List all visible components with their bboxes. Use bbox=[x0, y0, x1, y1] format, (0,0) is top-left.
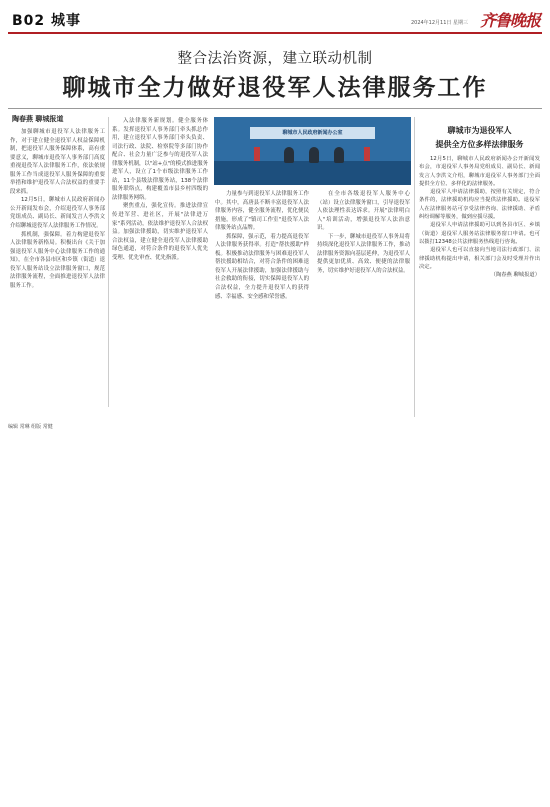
paragraph: 入法律服务新规划。健全服务体系。发挥退役军人事务部门牵头抓总作用，建立退役军人事务部门牵头负责、司法行政、法院、检察院等多部门协作配合、社会力量广泛参与的退役军人法律服务机制，以"站+点"的模式推进服务进军人，设立了1个市级法律服务工作站，11个县级法律服务站，138个法律服务联络点，构建覆盖市县乡村四级的法律服务网络。 bbox=[112, 118, 208, 201]
speaker-figure bbox=[334, 147, 344, 163]
speaker-figure bbox=[309, 147, 319, 163]
speaker-figure bbox=[284, 147, 294, 163]
article-column-3 bbox=[215, 190, 309, 422]
paragraph: 退役军人申请法律援助可以到各县市区、乡镇（街道）退役军人服务站法律服务窗口申请。也可以拨打12348公共法律服务热线进行咨询。 bbox=[419, 222, 540, 245]
header-rule bbox=[8, 32, 542, 34]
paragraph: 12月5日，聊城市人民政府新闻办公开新闻发布会，市退役军人事务局党组成员、副局长、新闻发言人李洪文介绍，聊城市退役军人事务部门全面提供全方位、多样化的法律服务。 bbox=[419, 156, 540, 187]
press-conference-photo bbox=[214, 117, 411, 185]
paragraph: 在全市各级退役军人服务中心（站）设立法律服务窗口，引导退役军人依法理性表达诉求。开展"法律明白人"培训活动，增强退役军人法治意识。 bbox=[317, 191, 410, 232]
page-header bbox=[8, 6, 542, 34]
issue-date: 2024年12月11日 星期三 bbox=[410, 20, 468, 26]
newspaper-logo: 齐鲁晚报 bbox=[479, 11, 540, 30]
editor-credits: 编辑 常琳 组版 常健 bbox=[8, 424, 53, 430]
paragraph: 聚焦重点，强化宣传。推进法律宣传进军营、进社区，开展"法律进万家"系列活动，依法维护退役军人合法权益。加强法律援助，切实维护退役军人合法权益，建立健全退役军人法律援助绿色通道，对符合条件的退役军人优先受理、优先审查、优先指派。 bbox=[112, 203, 208, 261]
article-subtitle: 整合法治资源，建立联动机制 bbox=[177, 51, 373, 67]
article-column-1 bbox=[10, 128, 105, 400]
paragraph: 力量参与到退役军人法律服务工作中。其中，高唐县不断丰富退役军人法律服务内容，健全服务流程，优化便民措施，形成了"镇司工作室"退役军人法律服务站点品牌。 bbox=[215, 191, 309, 232]
paragraph: 加强聊城市退役军人法律服务工作，对于建立健全退役军人权益保障机制，把退役军人服务保障体系，高有重要意义，聊城市退役军人事务部门高度重视退役军人法律服务工作，依法依规服务工作当成退役军人服务保障的重要举措和维护退役军人合法权益的重要手段来抓。 bbox=[10, 129, 105, 195]
paragraph: 退役军人申请法律援助，按照有关规定，符合条件的，法律援助机构应当提供法律援助。退役军人在法律服务站可享受法律咨询、法律援助、矛盾纠纷调解等服务，做到应援尽援。 bbox=[419, 189, 540, 221]
paragraph: 12月5日，聊城市人民政府新闻办公开新闻发布会，介绍退役军人事务部党组成员、副局长、新闻发言人李洪文介绍聊城退役军人法律服务工作情况。 bbox=[10, 197, 105, 230]
conference-table bbox=[214, 161, 411, 185]
column-divider bbox=[108, 117, 109, 407]
sidebar-title-line-2: 提供全方位多样法律服务 bbox=[435, 140, 524, 149]
paragraph: 抓机制，强保障。着力构建退役军人法律服务新格局。积极出台《关于加强退役军人服务中心法律服务工作的通知》，在全市各县市区和乡镇（街道）退役军人服务站设立法律服务窗口，规范法律服务流程，全面推进退役军人法律服务工作。 bbox=[10, 231, 105, 289]
section-label: B02 城事 bbox=[12, 13, 82, 29]
article-headline: 聊城市全力做好退役军人法律服务工作 bbox=[62, 75, 488, 101]
article-column-2 bbox=[112, 117, 208, 417]
title-divider bbox=[8, 108, 542, 109]
sidebar-title-line-1: 聊城市为退役军人 bbox=[447, 126, 512, 135]
sidebar-box bbox=[417, 117, 542, 415]
paragraph: 抓保障，强示范，着力提高退役军人法律服务获得率。打造"帮扶援助"样板。积极推动法律服务与困难退役军人帮扶援助相结合，对符合条件的困难退役军人开展法律援助，加强法律援助与社会救助的衔接，切实保障退役军人的合法权益，全力提升退役军人的获得感、幸福感、安全感和荣誉感。 bbox=[215, 233, 309, 300]
sidebar-body bbox=[419, 155, 540, 401]
paragraph: 下一步，聊城市退役军人事务局将持续深化退役军人法律服务工作，推动法律服务资源向基层延伸，为退役军人提供更加优质、高效、便捷的法律服务，切实维护好退役军人的合法权益。 bbox=[317, 233, 410, 274]
flag-shape bbox=[364, 147, 370, 161]
column-divider bbox=[414, 117, 415, 417]
article-byline: 陶春燕 聊城报道 bbox=[12, 115, 64, 123]
article-column-4 bbox=[317, 190, 410, 422]
sidebar-signature: （陶春燕 聊城报道） bbox=[490, 272, 540, 279]
photo-banner: 聊城市人民政府新闻办公室 bbox=[250, 127, 375, 139]
flag-shape bbox=[254, 147, 260, 161]
paragraph: 退役军人也可以直接向当地司法行政部门、法律援助机构提出申请，相关部门会及时受理并作出决定。 bbox=[419, 247, 540, 270]
